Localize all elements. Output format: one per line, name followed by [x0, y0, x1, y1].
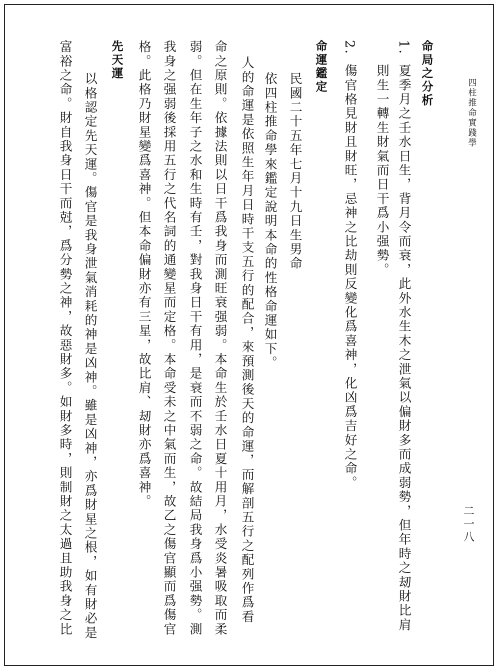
analysis-heading: 命局之分析 [420, 40, 435, 108]
book-title: 四柱推命實踐學 [466, 78, 477, 148]
fortune-heading: 命運鑑定 [314, 40, 329, 94]
body-line-4: 弱。但在生年子之水和生時有壬，對我身日干有用，是衰而不弱之命。故結局我身爲小强勢。測 [187, 40, 203, 637]
birth-line: 民國二十五年七月十九日生男命 [287, 72, 303, 271]
item-1-line-2: 則生一轉生財氣而日干爲小强勢。 [374, 64, 390, 277]
body-line-1: 依四柱推命學來鑑定說明本命的性格命運如下。 [262, 72, 278, 371]
section-line-1: 以格認定先天運。傷官是我身泄氣消耗的神是凶神。雖是凶神，亦爲財星之根，如有財必是 [82, 72, 98, 640]
body-line-2: 人的命運是依照生年月日時干支五行的配合，來預測後天的命運，而解剖五行之配列作爲看 [239, 56, 255, 624]
body-line-6: 格。此格乃財星變爲喜神。但本命偏財亦有三星，故比肩、刼財亦爲喜神。 [136, 40, 152, 509]
section-line-2: 富裕之命。財自我身日干而尅，爲分勢之神，故惡財多。如財多時，則制財之太過且助我身之比 [57, 40, 73, 637]
body-line-5: 我身之强弱後採用五行之代名詞的通變星而定格。本命受未之中氣而生，故乙之傷官顯而爲傷官 [161, 40, 177, 637]
item-1-label: 1. [396, 40, 412, 56]
page-number: 二一八 [462, 505, 475, 544]
item-1-line-1: 夏季月之壬水日生，背月令而衰，此外水生木之泄氣以偏財多而成弱勢，但年時之刼財比肩 [396, 64, 412, 632]
body-line-3: 命之原則。依據法則以日干爲我身而測旺衰强弱。本命生於壬水日夏十用月，水受炎暑吸取而柔 [212, 40, 228, 637]
item-2-label: 2. [342, 40, 358, 56]
section-title: 先天運 [110, 40, 125, 81]
item-2-line-1: 傷官格見財且財旺，忌神之比劫則反變化爲喜神，化凶爲吉好之命。 [342, 64, 358, 490]
